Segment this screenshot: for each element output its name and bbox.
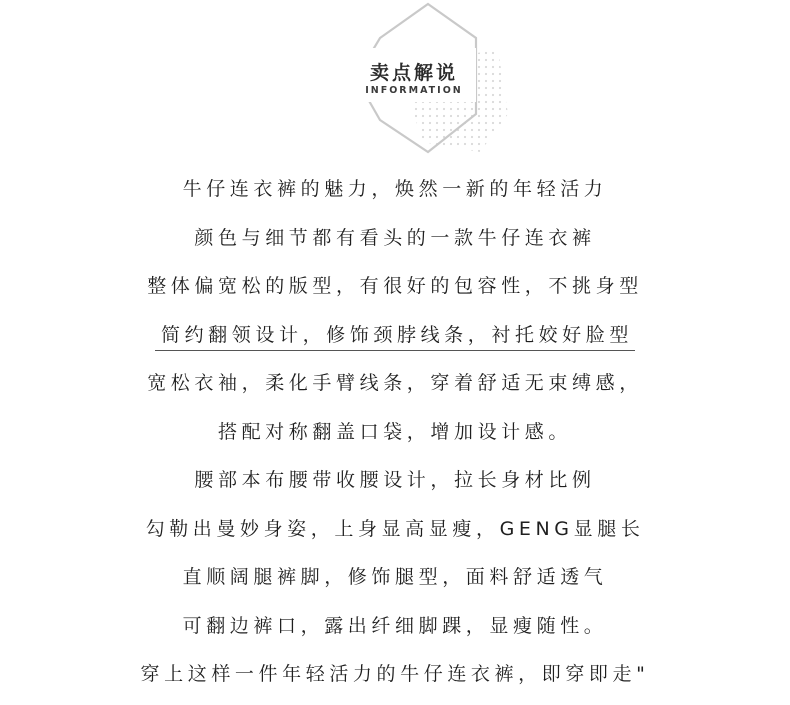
text-line-8: 勾勒出曼妙身姿，上身显高显瘦，GENG显腿长 — [145, 517, 645, 540]
section-badge — [330, 2, 520, 162]
text-line-7: 腰部本布腰带收腰设计，拉长身材比例 — [194, 469, 596, 491]
section-subtitle: INFORMATION — [365, 85, 463, 96]
text-line-9: 直顺阔腿裤脚，修饰腿型，面料舒适透气 — [182, 566, 608, 588]
text-line-10: 可翻边裤口，露出纤细脚踝，显瘦随性。 — [182, 614, 608, 637]
text-line-1: 牛仔连衣裤的魅力，焕然一新的年轻活力 — [182, 178, 608, 200]
text-line-5: 宽松衣袖，柔化手臂线条，穿着舒适无束缚感， — [147, 372, 643, 394]
text-line-4-text: 简约翻领设计，修饰颈脖线条，衬托姣好脸型 — [155, 320, 635, 351]
text-line-11: 穿上这样一件年轻活力的牛仔连衣裤，即穿即走" — [140, 663, 650, 685]
text-line-3: 整体偏宽松的版型，有很好的包容性，不挑身型 — [147, 275, 643, 297]
text-line-4 — [0, 311, 790, 360]
text-line-2: 颜色与细节都有看头的一款牛仔连衣裤 — [194, 226, 596, 249]
selling-points — [0, 165, 790, 699]
text-line-6: 搭配对称翻盖口袋，增加设计感。 — [217, 420, 572, 443]
section-title: 卖点解说 — [369, 62, 458, 84]
